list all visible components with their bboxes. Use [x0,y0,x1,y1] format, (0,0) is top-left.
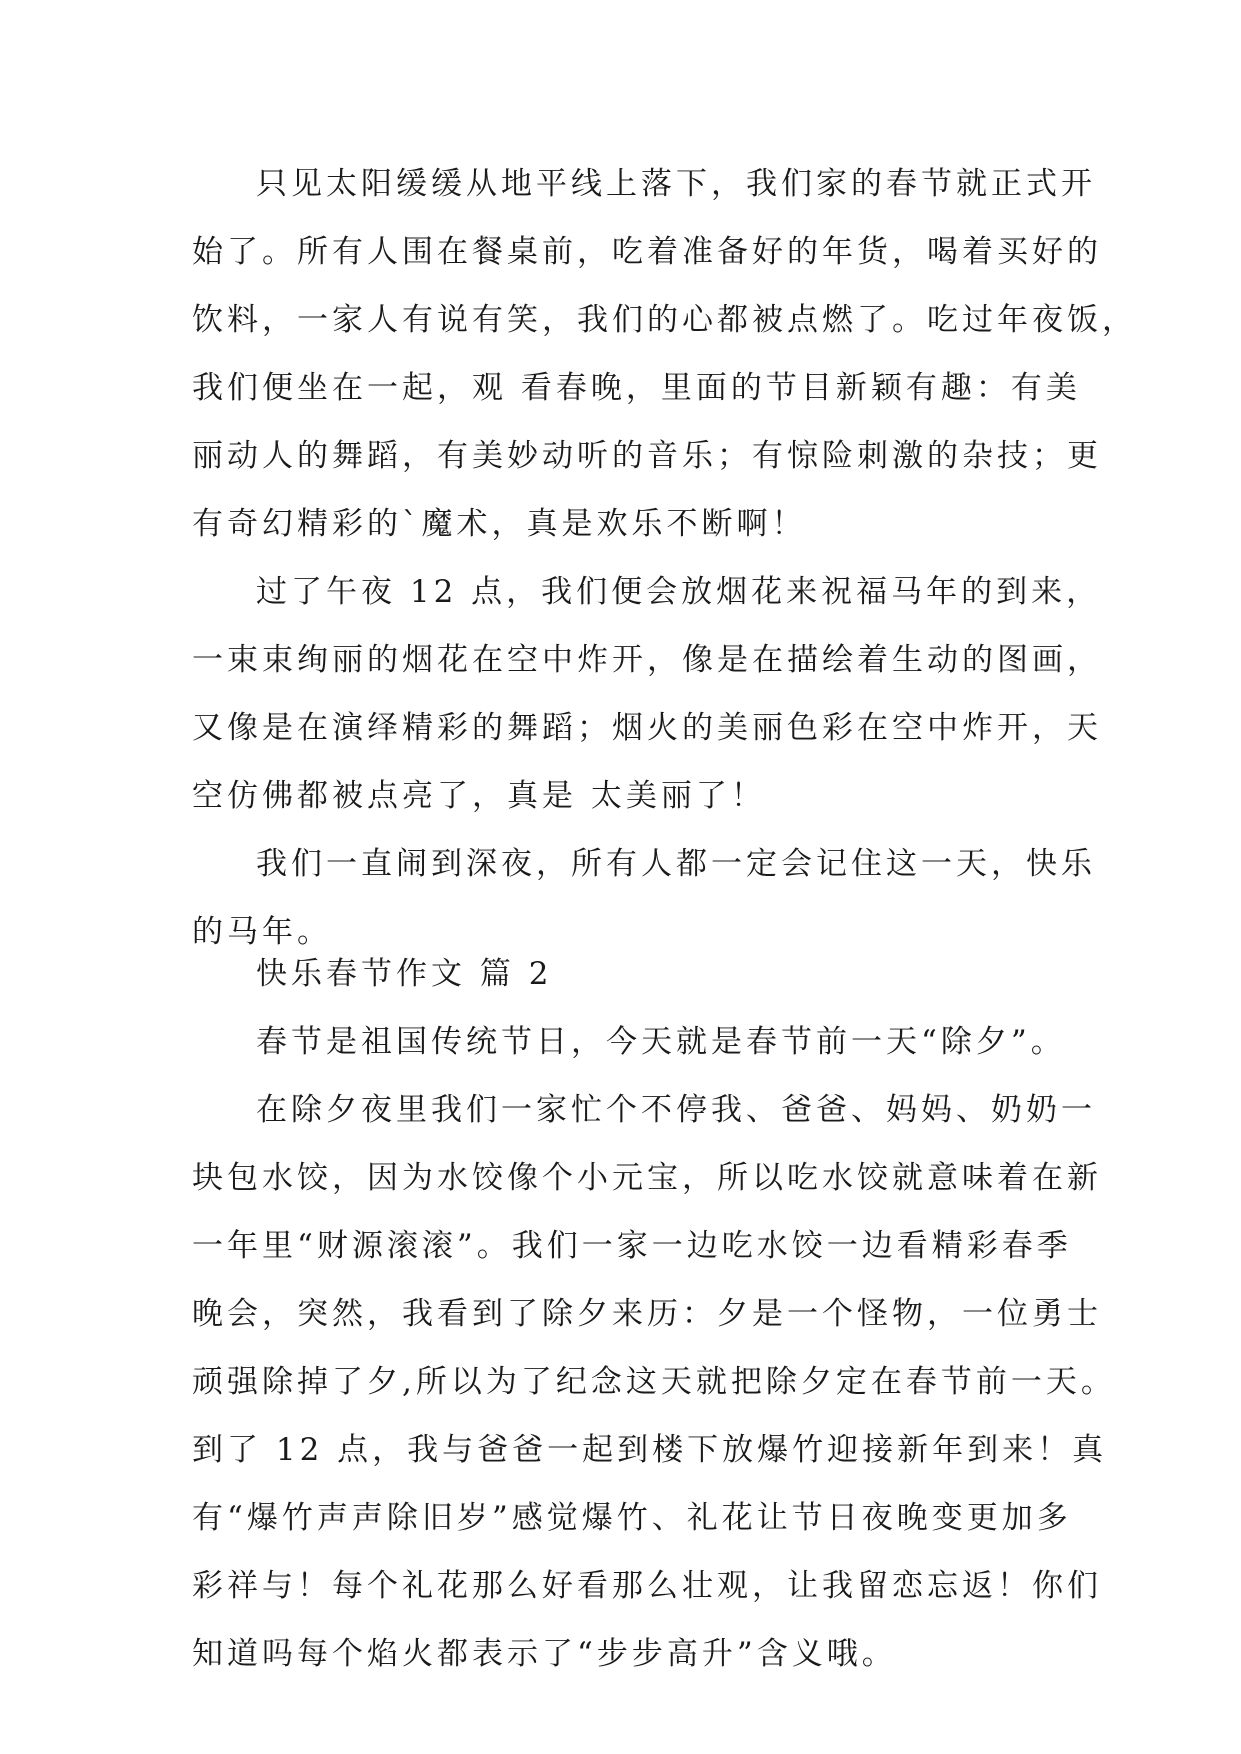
text-line: 只见太阳缓缓从地平线上落下，我们家的春节就正式开 [256,166,1096,202]
paragraph-intro [192,1008,1066,1076]
text-line: 块包水饺，因为水饺像个小元宝，所以吃水饺就意味着在新 [192,1160,1102,1196]
text-line: 我们便坐在一起，观 看春晚，里面的节目新颖有趣：有美 [192,370,1081,406]
text-line: 一年里“财源滚滚”。我们一家一边吃水饺一边看精彩春季 [192,1228,1072,1264]
text-line: 晚会，突然，我看到了除夕来历：夕是一个怪物，一位勇士 [192,1296,1102,1332]
text-line: 饮料，一家人有说有笑，我们的心都被点燃了。吃过年夜饭， [192,302,1137,338]
text-line: 在除夕夜里我们一家忙个不停我、爸爸、妈妈、奶奶一 [256,1092,1096,1128]
text-line: 一束束绚丽的烟花在空中炸开，像是在描绘着生动的图画， [192,642,1102,678]
essay-section-1 [192,150,1137,966]
paragraph-sunset [192,150,1137,558]
paragraph-new-year-eve [192,1076,1116,1688]
text-line: 我们一直闹到深夜，所有人都一定会记住这一天，快乐 [256,846,1096,882]
paragraph-fireworks [192,558,1102,830]
text-line: 又像是在演绎精彩的舞蹈；烟火的美丽色彩在空中炸开，天 [192,710,1102,746]
text-line: 过了午夜 12 点，我们便会放烟花来祝福马年的到来， [256,574,1102,610]
essay-section-2 [192,940,1116,1688]
text-line: 春节是祖国传统节日，今天就是春节前一天“除夕”。 [256,1024,1066,1060]
text-line: 始了。所有人围在餐桌前，吃着准备好的年货，喝着买好的 [192,234,1102,270]
text-line: 丽动人的舞蹈，有美妙动听的音乐；有惊险刺激的杂技；更 [192,438,1102,474]
text-line: 彩祥与！每个礼花那么好看那么壮观，让我留恋忘返！你们 [192,1568,1102,1604]
essay-title: 快乐春节作文 篇 2 [256,956,553,992]
text-line: 的马年。 [192,914,332,950]
text-line: 顽强除掉了夕,所以为了纪念这天就把除夕定在春节前一天。 [192,1364,1116,1400]
text-line: 到了 12 点，我与爸爸一起到楼下放爆竹迎接新年到来！真 [192,1432,1108,1468]
text-line: 知道吗每个焰火都表示了“步步高升”含义哦。 [192,1636,897,1672]
text-line: 空仿佛都被点亮了，真是 太美丽了！ [192,778,766,814]
text-line: 有“爆竹声声除旧岁”感觉爆竹、礼花让节日夜晚变更加多 [192,1500,1072,1536]
text-line: 有奇幻精彩的`魔术，真是欢乐不断啊！ [192,506,807,542]
